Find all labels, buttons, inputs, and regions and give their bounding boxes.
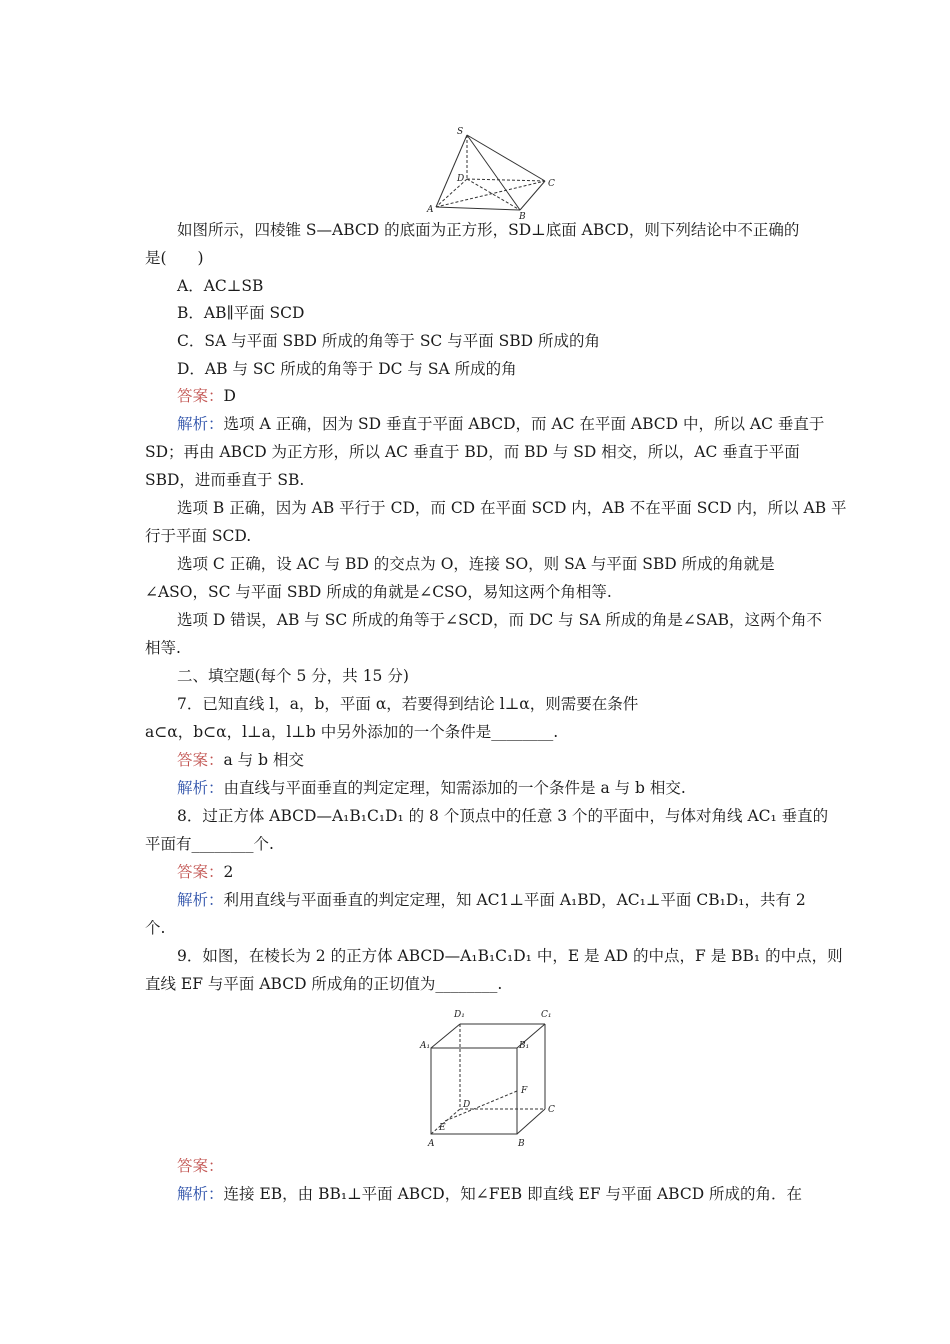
answer-value: a 与 b 相交 [223, 751, 304, 769]
answer-label: 答案： [177, 387, 224, 405]
q6-analysis-d-line2: 相等. [145, 639, 181, 657]
q6-analysis-b-line2: 行于平面 SCD. [145, 527, 252, 545]
q6-option-c: C．SA 与平面 SBD 所成的角等于 SC 与平面 SBD 所成的角 [177, 332, 601, 350]
q6-analysis-line2: SD；再由 ABCD 为正方形，所以 AC 垂直于 BD，而 BD 与 SD 相交，所以，AC 垂直于平面 [145, 443, 800, 461]
label-d: D [463, 1100, 471, 1110]
analysis-label: 解析： [177, 415, 224, 433]
q9-stem-line2: 直线 EF 与平面 ABCD 所成角的正切值为________. [145, 975, 503, 993]
label-a1: A₁ [420, 1041, 431, 1051]
label-b: B [519, 212, 526, 219]
q6-option-b: B．AB∥平面 SCD [177, 304, 305, 322]
label-d1: D₁ [454, 1010, 465, 1020]
q6-analysis-d-line1: 选项 D 错误，AB 与 SC 所成的角等于∠SCD，而 DC 与 SA 所成的角是∠SAB，这两个角不 [177, 611, 823, 629]
q6-analysis-c-line1: 选项 C 正确，设 AC 与 BD 的交点为 O，连接 SO，则 SA 与平面 SBD 所成的角就是 [177, 555, 775, 573]
q8-stem-line2: 平面有________个. [145, 835, 274, 853]
analysis-label: 解析： [177, 779, 224, 797]
label-d: D [457, 174, 465, 184]
label-s: S [457, 127, 464, 137]
analysis-text: 选项 A 正确，因为 SD 垂直于平面 ABCD，而 AC 在平面 ABCD 中，所以 AC 垂直于 [223, 415, 825, 433]
q9-analysis [177, 1184, 802, 1204]
answer-label: 答案： [177, 751, 224, 769]
analysis-text: 由直线与平面垂直的判定定理，知需添加的一个条件是 a 与 b 相交. [223, 779, 686, 797]
q6-stem-line1: 如图所示，四棱锥 S—ABCD 的底面为正方形，SD⊥底面 ABCD，则下列结论中不正确的 [177, 221, 800, 239]
q8-analysis-line1 [177, 890, 806, 910]
label-c1: C₁ [541, 1010, 552, 1020]
cube-figure [418, 1006, 568, 1152]
label-e: E [439, 1123, 446, 1133]
label-c: C [548, 1105, 555, 1115]
label-b: B [518, 1139, 525, 1149]
label-a: A [428, 1139, 435, 1149]
q8-analysis-line2: 个. [145, 919, 166, 937]
q7-stem-line1: 7．已知直线 l，a，b，平面 α，若要得到结论 l⊥α，则需要在条件 [177, 695, 639, 713]
q9-answer [177, 1156, 224, 1176]
analysis-label: 解析： [177, 1185, 224, 1203]
answer-value: 2 [223, 863, 234, 881]
q7-stem-line2: a⊂α，b⊂α，l⊥a，l⊥b 中另外添加的一个条件是________. [145, 723, 559, 741]
q9-stem-line1: 9．如图，在棱长为 2 的正方体 ABCD—A₁B₁C₁D₁ 中，E 是 AD 的中点，F 是 BB₁ 的中点，则 [177, 947, 843, 965]
label-a: A [427, 205, 434, 215]
q6-analysis-b-line1: 选项 B 正确，因为 AB 平行于 CD，而 CD 在平面 SCD 内，AB 不在平面 SCD 内，所以 AB 平 [177, 499, 847, 517]
q8-stem-line1: 8．过正方体 ABCD—A₁B₁C₁D₁ 的 8 个顶点中的任意 3 个的平面中，与体对角线 AC₁ 垂直的 [177, 807, 829, 825]
pyramid-figure [425, 124, 560, 219]
answer-label: 答案： [177, 863, 224, 881]
q8-answer [177, 862, 233, 882]
analysis-text: 利用直线与平面垂直的判定定理，知 AC1⊥平面 A₁BD，AC₁⊥平面 CB₁D₁，共有 2 [223, 891, 806, 909]
q6-stem-line2: 是( ) [145, 249, 204, 267]
q6-answer [177, 386, 236, 406]
label-f: F [521, 1086, 528, 1096]
q6-analysis-c-line2: ∠ASO，SC 与平面 SBD 所成的角就是∠CSO，易知这两个角相等. [145, 583, 612, 601]
analysis-label: 解析： [177, 891, 224, 909]
q6-analysis-line3: SBD，进而垂直于 SB. [145, 471, 305, 489]
q6-analysis-line1 [177, 414, 824, 434]
section-heading: 二、填空题(每个 5 分，共 15 分) [177, 667, 409, 685]
q7-analysis [177, 778, 686, 798]
answer-value: D [223, 387, 236, 405]
answer-label: 答案： [177, 1157, 224, 1175]
label-b1: B₁ [519, 1041, 530, 1051]
label-c: C [548, 179, 555, 189]
q6-option-a: A．AC⊥SB [177, 277, 264, 295]
analysis-text: 连接 EB，由 BB₁⊥平面 ABCD，知∠FEB 即直线 EF 与平面 ABCD 所成的角．在 [223, 1185, 803, 1203]
q7-answer [177, 750, 304, 770]
q6-option-d: D．AB 与 SC 所成的角等于 DC 与 SA 所成的角 [177, 360, 517, 378]
